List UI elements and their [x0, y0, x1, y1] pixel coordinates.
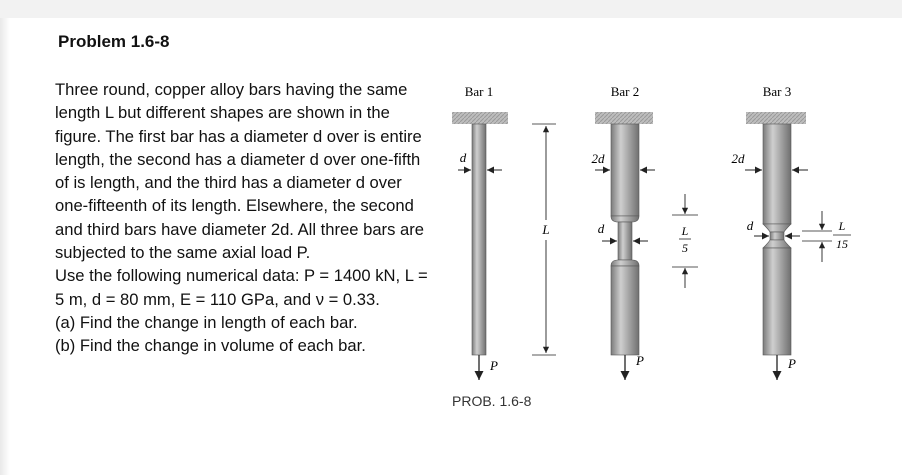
bar-1-support — [452, 112, 508, 124]
bar-3-lower-fillet — [763, 240, 791, 248]
bar-1-load-label: P — [490, 358, 498, 373]
bar-2 — [592, 84, 699, 380]
top-bar — [0, 0, 902, 18]
length-label: L — [542, 222, 550, 237]
bar-3-lower-segment — [763, 248, 791, 355]
bar-3-reduced-segment — [770, 232, 784, 240]
bar-1-label: Bar 1 — [464, 84, 494, 99]
problem-title: Problem 1.6-8 — [58, 32, 170, 51]
bar-2-lower-segment — [611, 266, 639, 355]
bar-2-upper-fillet — [611, 216, 639, 222]
problem-part-b: (b) Find the change in volume of each bar. — [55, 336, 366, 356]
bar-2-fraction-denominator: 5 — [682, 241, 688, 255]
problem-statement — [55, 78, 435, 358]
problem-paragraph-intro: Three round, copper alloy bars having the same length L but different shapes are shown in the figure. The first bar has a diameter d over is entire length, the second has a diameter d over one-fifth of is length, and the third has a diameter d over one-fifteenth of its length. Elsewhere, the second and third bars have diameter 2d. All three bars are subjected to the same axial load P. — [55, 80, 424, 263]
bar-3-outer-label: 2d — [731, 151, 745, 166]
bar-3-fraction-numerator: L — [838, 219, 846, 233]
problem-paragraph-data: Use the following numerical data: P = 1400 kN, L = 5 m, d = 80 mm, E = 110 GPa, and ν = 0.33. — [55, 266, 428, 309]
bar-3 — [732, 84, 852, 380]
problem-part-a: (a) Find the change in length of each bar. — [55, 312, 358, 332]
bar-3-load-label: P — [788, 356, 796, 371]
bar-2-fraction-numerator: L — [681, 224, 689, 238]
bar-3-label: Bar 3 — [762, 84, 792, 99]
bar-1-diameter-label: d — [459, 150, 467, 165]
bar-2-outer-label: 2d — [591, 151, 605, 166]
bar-2-reduced-segment — [618, 222, 632, 260]
bar-3-upper-fillet — [763, 224, 791, 232]
figure-caption: PROB. 1.6-8 — [452, 393, 532, 409]
bar-3-inner-label: d — [746, 218, 754, 233]
bar-3-upper-segment — [763, 124, 791, 224]
bar-2-support — [595, 112, 653, 124]
bar-1 — [452, 84, 556, 380]
bar-2-label: Bar 2 — [610, 84, 640, 99]
bar-2-upper-segment — [611, 124, 639, 216]
left-edge-shade — [0, 18, 10, 475]
bar-3-fraction-denominator: 15 — [836, 237, 848, 251]
bar-1-body — [472, 124, 486, 355]
bar-2-lower-fillet — [611, 260, 639, 266]
bar-2-load-label: P — [636, 353, 644, 368]
bar-2-inner-label: d — [597, 221, 605, 236]
bar-3-support — [746, 112, 806, 124]
